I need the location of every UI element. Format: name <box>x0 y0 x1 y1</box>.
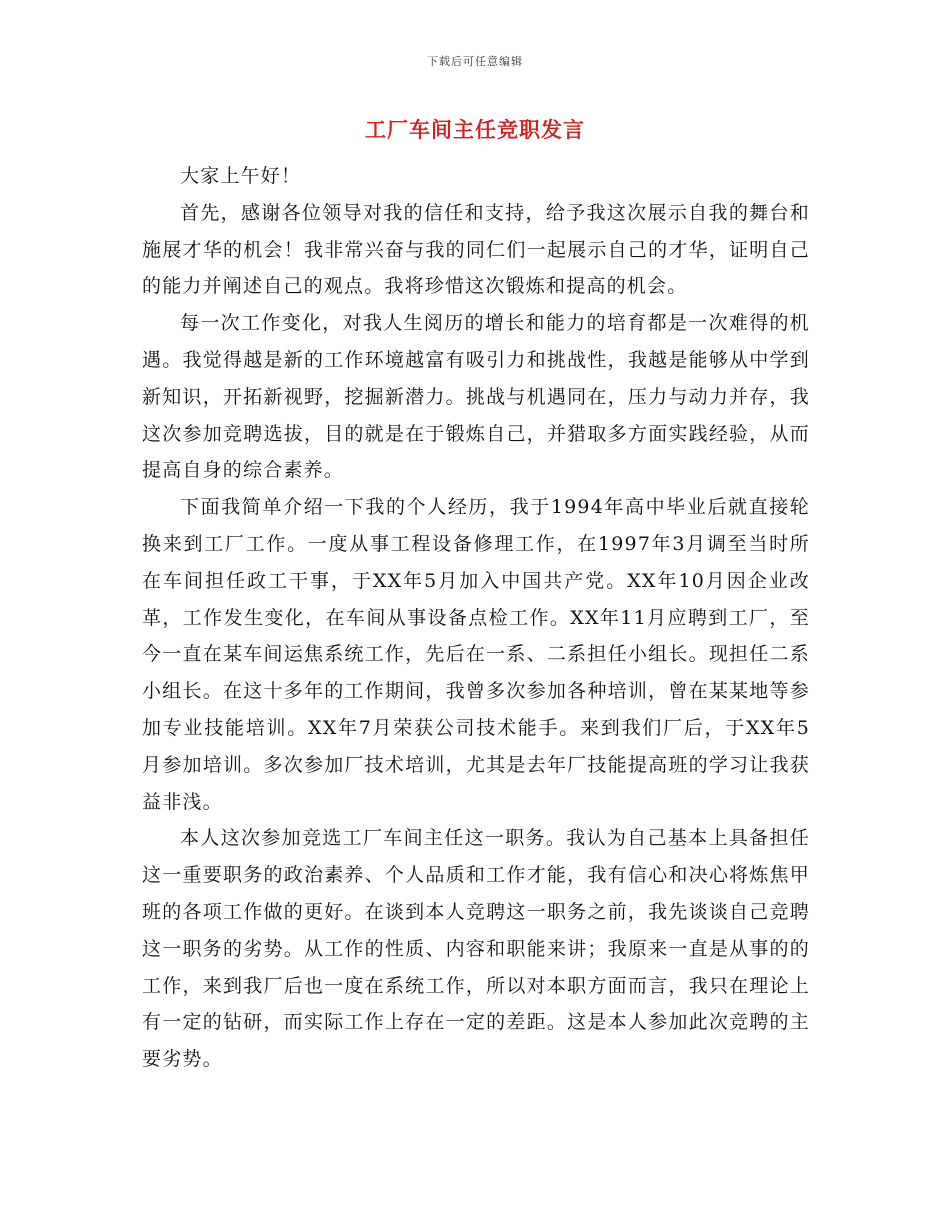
document-title: 工厂车间主任竞职发言 <box>365 117 585 142</box>
body-paragraph: 本人这次参加竞选工厂车间主任这一职务。我认为自己基本上具备担任这一重要职务的政治素养、个人品质和工作才能，我有信心和决心将炼焦甲班的各项工作做的更好。在谈到本人竞聘这一职务之前，我先谈谈自己竞聘这一职务的劣势。从工作的性质、内容和职能来讲；我原来一直是从事的的工作，来到我厂后也一度在系统工作，所以对本职方面而言，我只在理论上有一定的钻研，而实际工作上存在一定的差距。这是本人参加此次竞聘的主要劣势。 <box>142 827 810 1071</box>
body-paragraph: 下面我简单介绍一下我的个人经历，我于1994年高中毕业后就直接轮换来到工厂工作。一度从事工程设备修理工作，在1997年3月调至当时所在车间担任政工干事，于XX年5月加入中国共产党。XX年10月因企业改革，工作发生变化，在车间从事设备点检工作。XX年11月应聘到工厂，至今一直在某车间运焦系统工作，先后在一系、二系担任小组长。现担任二系小组长。在这十多年的工作期间，我曾多次参加各种培训，曾在某某地等参加专业技能培训。XX年7月荣获公司技术能手。来到我们厂后，于XX年5月参加培训。多次参加厂技术培训，尤其是去年厂技能提高班的学习让我获益非浅。 <box>142 496 810 813</box>
body-paragraph: 每一次工作变化，对我人生阅历的增长和能力的培育都是一次难得的机遇。我觉得越是新的工作环境越富有吸引力和挑战性，我越是能够从中学到新知识，开拓新视野，挖掘新潜力。挑战与机遇同在，压力与动力并存，我这次参加竞聘选拔，目的就是在于锻炼自己，并猎取多方面实践经验，从而提高自身的综合素养。 <box>142 312 810 482</box>
document-body <box>142 158 810 1078</box>
header-note: 下载后可任意编辑 <box>427 55 523 68</box>
greeting-paragraph: 大家上午好！ <box>180 165 302 187</box>
body-paragraph: 首先，感谢各位领导对我的信任和支持，给予我这次展示自我的舞台和施展才华的机会！我非常兴奋与我的同仁们一起展示自己的才华，证明自己的能力并阐述自己的观点。我将珍惜这次锻炼和提高的机会。 <box>142 201 810 298</box>
